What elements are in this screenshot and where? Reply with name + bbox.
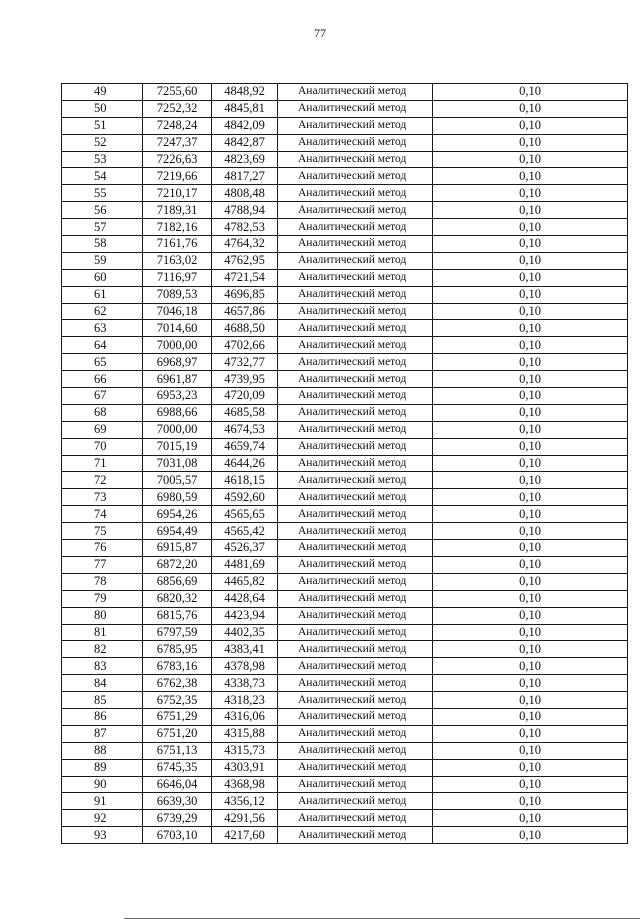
x-coordinate-cell: 7031,08 xyxy=(143,455,212,472)
x-coordinate-cell: 6968,97 xyxy=(143,354,212,371)
table-row xyxy=(62,742,628,759)
y-coordinate-cell: 4823,69 xyxy=(212,151,278,168)
x-coordinate-cell: 6815,76 xyxy=(143,607,212,624)
error-cell: 0,10 xyxy=(433,236,628,253)
y-coordinate-cell: 4378,98 xyxy=(212,658,278,675)
table-row xyxy=(62,573,628,590)
point-number-cell: 58 xyxy=(62,236,143,253)
point-number-cell: 87 xyxy=(62,725,143,742)
point-number-cell: 92 xyxy=(62,810,143,827)
method-cell: Аналитический метод xyxy=(278,354,433,371)
error-cell: 0,10 xyxy=(433,388,628,405)
x-coordinate-cell: 7000,00 xyxy=(143,337,212,354)
table-row xyxy=(62,151,628,168)
y-coordinate-cell: 4592,60 xyxy=(212,489,278,506)
point-number-cell: 56 xyxy=(62,202,143,219)
x-coordinate-cell: 7219,66 xyxy=(143,168,212,185)
table-row xyxy=(62,269,628,286)
y-coordinate-cell: 4808,48 xyxy=(212,185,278,202)
y-coordinate-cell: 4842,87 xyxy=(212,134,278,151)
table-row xyxy=(62,421,628,438)
error-cell: 0,10 xyxy=(433,489,628,506)
method-cell: Аналитический метод xyxy=(278,692,433,709)
table-row xyxy=(62,219,628,236)
point-number-cell: 82 xyxy=(62,641,143,658)
x-coordinate-cell: 6752,35 xyxy=(143,692,212,709)
y-coordinate-cell: 4368,98 xyxy=(212,776,278,793)
y-coordinate-cell: 4817,27 xyxy=(212,168,278,185)
method-cell: Аналитический метод xyxy=(278,489,433,506)
x-coordinate-cell: 6639,30 xyxy=(143,793,212,810)
y-coordinate-cell: 4383,41 xyxy=(212,641,278,658)
point-number-cell: 78 xyxy=(62,573,143,590)
method-cell: Аналитический метод xyxy=(278,100,433,117)
y-coordinate-cell: 4721,54 xyxy=(212,269,278,286)
table-row xyxy=(62,472,628,489)
error-cell: 0,10 xyxy=(433,151,628,168)
method-cell: Аналитический метод xyxy=(278,202,433,219)
point-number-cell: 89 xyxy=(62,759,143,776)
y-coordinate-cell: 4644,26 xyxy=(212,455,278,472)
table-row xyxy=(62,84,628,101)
y-coordinate-cell: 4696,85 xyxy=(212,286,278,303)
table-row xyxy=(62,388,628,405)
x-coordinate-cell: 7163,02 xyxy=(143,252,212,269)
point-number-cell: 68 xyxy=(62,404,143,421)
point-number-cell: 65 xyxy=(62,354,143,371)
table-row xyxy=(62,303,628,320)
table-row xyxy=(62,725,628,742)
y-coordinate-cell: 4318,23 xyxy=(212,692,278,709)
method-cell: Аналитический метод xyxy=(278,573,433,590)
point-number-cell: 67 xyxy=(62,388,143,405)
x-coordinate-cell: 6797,59 xyxy=(143,624,212,641)
table-row xyxy=(62,117,628,134)
method-cell: Аналитический метод xyxy=(278,810,433,827)
error-cell: 0,10 xyxy=(433,827,628,844)
y-coordinate-cell: 4788,94 xyxy=(212,202,278,219)
y-coordinate-cell: 4291,56 xyxy=(212,810,278,827)
error-cell: 0,10 xyxy=(433,810,628,827)
table-row xyxy=(62,641,628,658)
method-cell: Аналитический метод xyxy=(278,117,433,134)
x-coordinate-cell: 7005,57 xyxy=(143,472,212,489)
x-coordinate-cell: 7161,76 xyxy=(143,236,212,253)
method-cell: Аналитический метод xyxy=(278,151,433,168)
x-coordinate-cell: 6646,04 xyxy=(143,776,212,793)
error-cell: 0,10 xyxy=(433,624,628,641)
error-cell: 0,10 xyxy=(433,354,628,371)
method-cell: Аналитический метод xyxy=(278,675,433,692)
x-coordinate-cell: 6915,87 xyxy=(143,540,212,557)
point-number-cell: 80 xyxy=(62,607,143,624)
table-row xyxy=(62,827,628,844)
table-row xyxy=(62,810,628,827)
error-cell: 0,10 xyxy=(433,793,628,810)
x-coordinate-cell: 7046,18 xyxy=(143,303,212,320)
error-cell: 0,10 xyxy=(433,506,628,523)
table-row xyxy=(62,320,628,337)
method-cell: Аналитический метод xyxy=(278,759,433,776)
method-cell: Аналитический метод xyxy=(278,641,433,658)
y-coordinate-cell: 4782,53 xyxy=(212,219,278,236)
error-cell: 0,10 xyxy=(433,252,628,269)
method-cell: Аналитический метод xyxy=(278,607,433,624)
y-coordinate-cell: 4720,09 xyxy=(212,388,278,405)
error-cell: 0,10 xyxy=(433,472,628,489)
method-cell: Аналитический метод xyxy=(278,236,433,253)
method-cell: Аналитический метод xyxy=(278,219,433,236)
method-cell: Аналитический метод xyxy=(278,168,433,185)
table-row xyxy=(62,607,628,624)
method-cell: Аналитический метод xyxy=(278,134,433,151)
table-row xyxy=(62,590,628,607)
error-cell: 0,10 xyxy=(433,607,628,624)
y-coordinate-cell: 4739,95 xyxy=(212,371,278,388)
y-coordinate-cell: 4565,65 xyxy=(212,506,278,523)
point-number-cell: 52 xyxy=(62,134,143,151)
method-cell: Аналитический метод xyxy=(278,388,433,405)
error-cell: 0,10 xyxy=(433,455,628,472)
error-cell: 0,10 xyxy=(433,286,628,303)
x-coordinate-cell: 6953,23 xyxy=(143,388,212,405)
point-number-cell: 88 xyxy=(62,742,143,759)
error-cell: 0,10 xyxy=(433,692,628,709)
point-number-cell: 73 xyxy=(62,489,143,506)
table-row xyxy=(62,455,628,472)
error-cell: 0,10 xyxy=(433,404,628,421)
table-row xyxy=(62,354,628,371)
point-number-cell: 85 xyxy=(62,692,143,709)
y-coordinate-cell: 4465,82 xyxy=(212,573,278,590)
method-cell: Аналитический метод xyxy=(278,185,433,202)
y-coordinate-cell: 4845,81 xyxy=(212,100,278,117)
method-cell: Аналитический метод xyxy=(278,725,433,742)
method-cell: Аналитический метод xyxy=(278,84,433,101)
table-row xyxy=(62,556,628,573)
error-cell: 0,10 xyxy=(433,438,628,455)
table-row xyxy=(62,523,628,540)
point-number-cell: 84 xyxy=(62,675,143,692)
x-coordinate-cell: 6751,29 xyxy=(143,708,212,725)
error-cell: 0,10 xyxy=(433,202,628,219)
x-coordinate-cell: 6751,20 xyxy=(143,725,212,742)
method-cell: Аналитический метод xyxy=(278,337,433,354)
error-cell: 0,10 xyxy=(433,84,628,101)
method-cell: Аналитический метод xyxy=(278,523,433,540)
point-number-cell: 74 xyxy=(62,506,143,523)
method-cell: Аналитический метод xyxy=(278,590,433,607)
error-cell: 0,10 xyxy=(433,759,628,776)
error-cell: 0,10 xyxy=(433,371,628,388)
table-row xyxy=(62,236,628,253)
error-cell: 0,10 xyxy=(433,100,628,117)
table-row xyxy=(62,371,628,388)
y-coordinate-cell: 4565,42 xyxy=(212,523,278,540)
error-cell: 0,10 xyxy=(433,337,628,354)
x-coordinate-cell: 7247,37 xyxy=(143,134,212,151)
point-number-cell: 50 xyxy=(62,100,143,117)
y-coordinate-cell: 4685,58 xyxy=(212,404,278,421)
point-number-cell: 86 xyxy=(62,708,143,725)
y-coordinate-cell: 4338,73 xyxy=(212,675,278,692)
method-cell: Аналитический метод xyxy=(278,827,433,844)
point-number-cell: 71 xyxy=(62,455,143,472)
point-number-cell: 83 xyxy=(62,658,143,675)
table-row xyxy=(62,793,628,810)
x-coordinate-cell: 7226,63 xyxy=(143,151,212,168)
table-row xyxy=(62,540,628,557)
error-cell: 0,10 xyxy=(433,573,628,590)
coordinates-table-container xyxy=(61,83,627,844)
error-cell: 0,10 xyxy=(433,168,628,185)
y-coordinate-cell: 4315,88 xyxy=(212,725,278,742)
x-coordinate-cell: 6745,35 xyxy=(143,759,212,776)
y-coordinate-cell: 4315,73 xyxy=(212,742,278,759)
method-cell: Аналитический метод xyxy=(278,793,433,810)
table-row xyxy=(62,337,628,354)
point-number-cell: 77 xyxy=(62,556,143,573)
y-coordinate-cell: 4428,64 xyxy=(212,590,278,607)
method-cell: Аналитический метод xyxy=(278,303,433,320)
x-coordinate-cell: 6762,38 xyxy=(143,675,212,692)
x-coordinate-cell: 6988,66 xyxy=(143,404,212,421)
x-coordinate-cell: 7248,24 xyxy=(143,117,212,134)
method-cell: Аналитический метод xyxy=(278,708,433,725)
y-coordinate-cell: 4762,95 xyxy=(212,252,278,269)
table-row xyxy=(62,489,628,506)
error-cell: 0,10 xyxy=(433,540,628,557)
method-cell: Аналитический метод xyxy=(278,320,433,337)
y-coordinate-cell: 4316,06 xyxy=(212,708,278,725)
point-number-cell: 79 xyxy=(62,590,143,607)
point-number-cell: 72 xyxy=(62,472,143,489)
y-coordinate-cell: 4526,37 xyxy=(212,540,278,557)
error-cell: 0,10 xyxy=(433,590,628,607)
table-row xyxy=(62,708,628,725)
point-number-cell: 90 xyxy=(62,776,143,793)
method-cell: Аналитический метод xyxy=(278,421,433,438)
point-number-cell: 91 xyxy=(62,793,143,810)
coordinates-table-body xyxy=(62,84,628,844)
x-coordinate-cell: 6703,10 xyxy=(143,827,212,844)
point-number-cell: 51 xyxy=(62,117,143,134)
method-cell: Аналитический метод xyxy=(278,269,433,286)
point-number-cell: 76 xyxy=(62,540,143,557)
y-coordinate-cell: 4618,15 xyxy=(212,472,278,489)
point-number-cell: 70 xyxy=(62,438,143,455)
x-coordinate-cell: 6872,20 xyxy=(143,556,212,573)
error-cell: 0,10 xyxy=(433,556,628,573)
y-coordinate-cell: 4702,66 xyxy=(212,337,278,354)
error-cell: 0,10 xyxy=(433,742,628,759)
y-coordinate-cell: 4732,77 xyxy=(212,354,278,371)
method-cell: Аналитический метод xyxy=(278,371,433,388)
error-cell: 0,10 xyxy=(433,523,628,540)
point-number-cell: 49 xyxy=(62,84,143,101)
coordinates-table xyxy=(61,83,628,844)
y-coordinate-cell: 4764,32 xyxy=(212,236,278,253)
x-coordinate-cell: 7014,60 xyxy=(143,320,212,337)
y-coordinate-cell: 4657,86 xyxy=(212,303,278,320)
y-coordinate-cell: 4674,53 xyxy=(212,421,278,438)
x-coordinate-cell: 7255,60 xyxy=(143,84,212,101)
page-number: 77 xyxy=(314,26,326,40)
x-coordinate-cell: 6856,69 xyxy=(143,573,212,590)
x-coordinate-cell: 6783,16 xyxy=(143,658,212,675)
point-number-cell: 59 xyxy=(62,252,143,269)
point-number-cell: 61 xyxy=(62,286,143,303)
y-coordinate-cell: 4848,92 xyxy=(212,84,278,101)
method-cell: Аналитический метод xyxy=(278,404,433,421)
y-coordinate-cell: 4303,91 xyxy=(212,759,278,776)
y-coordinate-cell: 4842,09 xyxy=(212,117,278,134)
y-coordinate-cell: 4402,35 xyxy=(212,624,278,641)
error-cell: 0,10 xyxy=(433,658,628,675)
method-cell: Аналитический метод xyxy=(278,455,433,472)
x-coordinate-cell: 6785,95 xyxy=(143,641,212,658)
point-number-cell: 54 xyxy=(62,168,143,185)
table-row xyxy=(62,134,628,151)
y-coordinate-cell: 4659,74 xyxy=(212,438,278,455)
error-cell: 0,10 xyxy=(433,708,628,725)
y-coordinate-cell: 4688,50 xyxy=(212,320,278,337)
table-row xyxy=(62,759,628,776)
error-cell: 0,10 xyxy=(433,421,628,438)
error-cell: 0,10 xyxy=(433,320,628,337)
point-number-cell: 57 xyxy=(62,219,143,236)
error-cell: 0,10 xyxy=(433,185,628,202)
table-row xyxy=(62,252,628,269)
table-row xyxy=(62,438,628,455)
error-cell: 0,10 xyxy=(433,303,628,320)
table-row xyxy=(62,202,628,219)
point-number-cell: 64 xyxy=(62,337,143,354)
x-coordinate-cell: 6751,13 xyxy=(143,742,212,759)
method-cell: Аналитический метод xyxy=(278,252,433,269)
table-row xyxy=(62,675,628,692)
error-cell: 0,10 xyxy=(433,134,628,151)
table-row xyxy=(62,100,628,117)
error-cell: 0,10 xyxy=(433,675,628,692)
x-coordinate-cell: 6739,29 xyxy=(143,810,212,827)
error-cell: 0,10 xyxy=(433,776,628,793)
error-cell: 0,10 xyxy=(433,219,628,236)
table-row xyxy=(62,506,628,523)
x-coordinate-cell: 7116,97 xyxy=(143,269,212,286)
x-coordinate-cell: 6954,49 xyxy=(143,523,212,540)
y-coordinate-cell: 4217,60 xyxy=(212,827,278,844)
point-number-cell: 53 xyxy=(62,151,143,168)
x-coordinate-cell: 7000,00 xyxy=(143,421,212,438)
method-cell: Аналитический метод xyxy=(278,742,433,759)
point-number-cell: 75 xyxy=(62,523,143,540)
method-cell: Аналитический метод xyxy=(278,506,433,523)
x-coordinate-cell: 7252,32 xyxy=(143,100,212,117)
table-row xyxy=(62,692,628,709)
error-cell: 0,10 xyxy=(433,641,628,658)
x-coordinate-cell: 6820,32 xyxy=(143,590,212,607)
point-number-cell: 60 xyxy=(62,269,143,286)
table-row xyxy=(62,286,628,303)
point-number-cell: 81 xyxy=(62,624,143,641)
method-cell: Аналитический метод xyxy=(278,624,433,641)
x-coordinate-cell: 6954,26 xyxy=(143,506,212,523)
x-coordinate-cell: 6961,87 xyxy=(143,371,212,388)
method-cell: Аналитический метод xyxy=(278,286,433,303)
x-coordinate-cell: 7189,31 xyxy=(143,202,212,219)
table-row xyxy=(62,185,628,202)
method-cell: Аналитический метод xyxy=(278,540,433,557)
error-cell: 0,10 xyxy=(433,725,628,742)
table-row xyxy=(62,624,628,641)
x-coordinate-cell: 6980,59 xyxy=(143,489,212,506)
error-cell: 0,10 xyxy=(433,269,628,286)
x-coordinate-cell: 7182,16 xyxy=(143,219,212,236)
point-number-cell: 66 xyxy=(62,371,143,388)
x-coordinate-cell: 7089,53 xyxy=(143,286,212,303)
table-row xyxy=(62,404,628,421)
point-number-cell: 62 xyxy=(62,303,143,320)
point-number-cell: 69 xyxy=(62,421,143,438)
point-number-cell: 93 xyxy=(62,827,143,844)
method-cell: Аналитический метод xyxy=(278,776,433,793)
table-row xyxy=(62,658,628,675)
error-cell: 0,10 xyxy=(433,117,628,134)
method-cell: Аналитический метод xyxy=(278,658,433,675)
point-number-cell: 55 xyxy=(62,185,143,202)
x-coordinate-cell: 7015,19 xyxy=(143,438,212,455)
table-row xyxy=(62,776,628,793)
method-cell: Аналитический метод xyxy=(278,472,433,489)
method-cell: Аналитический метод xyxy=(278,438,433,455)
point-number-cell: 63 xyxy=(62,320,143,337)
method-cell: Аналитический метод xyxy=(278,556,433,573)
table-row xyxy=(62,168,628,185)
y-coordinate-cell: 4481,69 xyxy=(212,556,278,573)
y-coordinate-cell: 4356,12 xyxy=(212,793,278,810)
y-coordinate-cell: 4423,94 xyxy=(212,607,278,624)
x-coordinate-cell: 7210,17 xyxy=(143,185,212,202)
